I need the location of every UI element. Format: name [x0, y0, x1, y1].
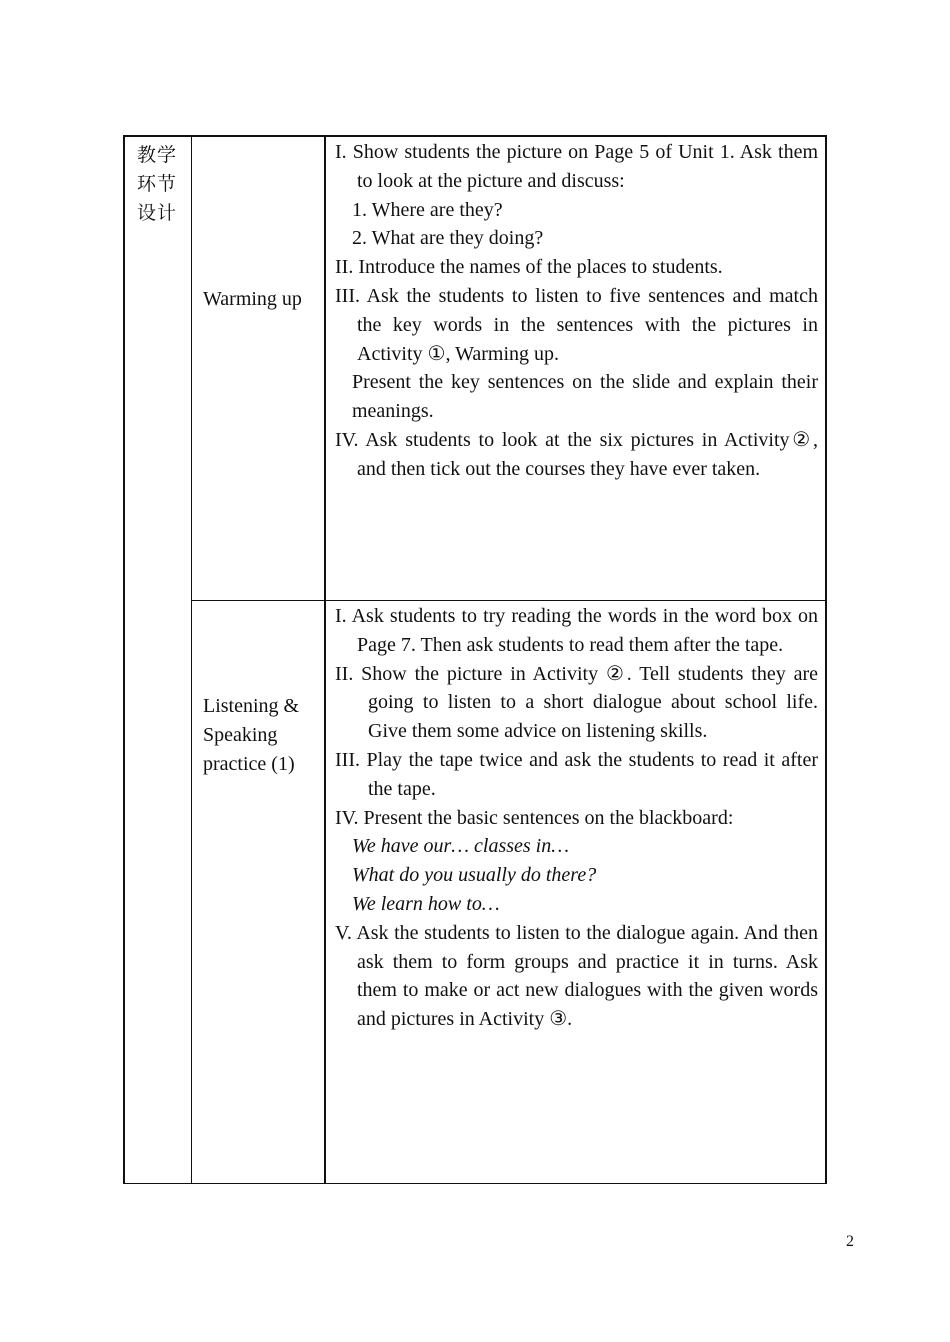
question-item: 2. What are they doing?	[352, 227, 544, 250]
section-label-listening-speaking: Listening & Speaking practice (1)	[203, 695, 300, 775]
instruction-item: III. Play the tape twice and ask the students to read it after the tape.	[335, 748, 818, 800]
column-divider-1	[191, 137, 192, 1183]
page-number: 2	[846, 1233, 854, 1250]
instruction-item: IV. Present the basic sentences on the blackboard:	[335, 806, 734, 829]
instruction-item: IV. Ask students to look at the six pictures in Activity②, and then tick out the courses they have ever taken.	[335, 428, 818, 480]
lesson-plan-table	[123, 135, 827, 1184]
example-sentence: We have our… classes in…	[352, 835, 570, 858]
row-header-teaching-design: 教学环节设计	[137, 144, 178, 224]
section-content-warming-up	[335, 138, 818, 484]
instruction-item: III. Ask the students to listen to five sentences and match the key words in the sentences with the pictures in Activity ①, Warming up.	[335, 284, 818, 365]
instruction-item: I. Show students the picture on Page 5 of Unit 1. Ask them to look at the picture and discuss:	[335, 141, 818, 192]
instruction-note: Present the key sentences on the slide and explain their meanings.	[352, 371, 818, 423]
instruction-item: V. Ask the students to listen to the dialogue again. And then ask them to form groups and practice it in turns. Ask them to make or act new dialogues with the given words and pictures in Activity ③.	[335, 921, 818, 1031]
section-content-listening-speaking	[335, 602, 818, 1034]
instruction-item: II. Show the picture in Activity ②. Tell students they are going to listen to a short dialogue about school life. Give them some advice on listening skills.	[335, 662, 818, 743]
example-sentence: What do you usually do there?	[352, 864, 597, 887]
example-sentence: We learn how to…	[352, 892, 500, 915]
instruction-item: II. Introduce the names of the places to students.	[335, 256, 723, 279]
instruction-item: I. Ask students to try reading the words in the word box on Page 7. Then ask students to read them after the tape.	[335, 605, 818, 656]
section-label-warming-up: Warming up	[203, 288, 302, 310]
question-item: 1. Where are they?	[352, 198, 503, 221]
row-divider	[192, 600, 825, 601]
